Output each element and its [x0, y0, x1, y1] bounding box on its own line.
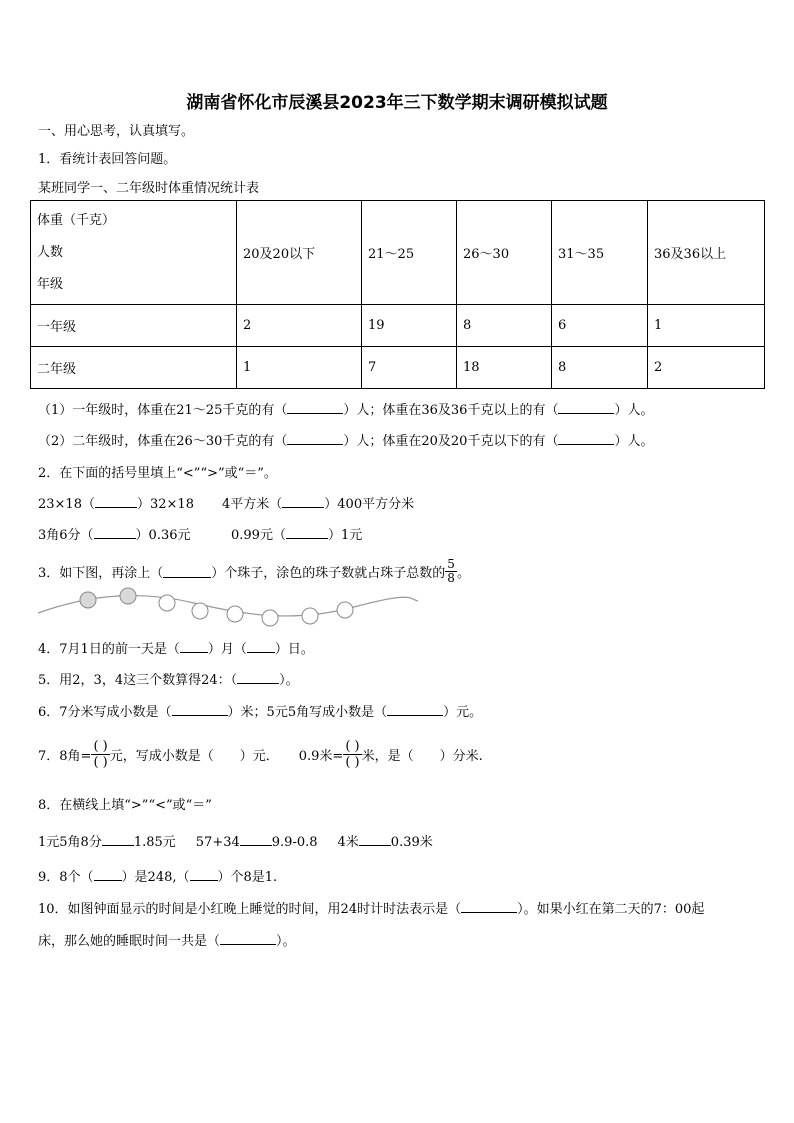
question-1-prompt: 1．看统计表回答问题。	[38, 152, 177, 167]
answer-blank[interactable]	[287, 431, 343, 445]
question-10-line-1: 10．如图钟面显示的时间是小红晚上睡觉的时间，用24时计时法表示是（ ）。如果小红在第二天的7：00起	[38, 898, 704, 917]
bead-empty[interactable]	[262, 610, 278, 626]
answer-blank[interactable]	[282, 494, 324, 508]
answer-blank[interactable]	[95, 494, 137, 508]
answer-blank[interactable]	[163, 564, 211, 578]
question-8-prompt: 8．在横线上填“>”“<”或“＝”	[38, 798, 212, 813]
table-cell: 2	[648, 347, 765, 389]
question-6: 6．7分米写成小数是（ ）米；5元5角写成小数是（ ）元。	[38, 701, 482, 720]
answer-blank[interactable]	[180, 639, 208, 653]
table-cell: 8	[552, 347, 648, 389]
corner-label-grade: 年级	[37, 276, 64, 292]
answer-blank[interactable]	[558, 431, 614, 445]
question-2-line-2: 3角6分（ ）0.36元	[38, 524, 191, 543]
table-cell: 1	[648, 305, 765, 347]
question-4: 4．7月1日的前一天是（ ）月（ ）日。	[38, 638, 314, 657]
table-header-cell: 26～30	[457, 201, 552, 305]
question-2-line-2b: 0.99元（ ）1元	[231, 524, 362, 543]
question-9: 9．8个（ ）是248,（ ）个8是1.	[38, 866, 277, 885]
answer-blank[interactable]	[558, 400, 614, 414]
question-2-line-1b: 4平方米（ ）400平方分米	[222, 493, 414, 512]
table-cell: 2	[237, 305, 362, 347]
bead-shaded	[80, 592, 96, 608]
answer-blank[interactable]	[237, 670, 279, 684]
table-cell: 7	[362, 347, 457, 389]
answer-blank[interactable]	[190, 867, 218, 881]
answer-blank[interactable]	[220, 931, 276, 945]
answer-blank[interactable]	[286, 525, 328, 539]
bead-string-figure	[34, 585, 424, 630]
bead-empty[interactable]	[337, 602, 353, 618]
question-10-line-2: 床，那么她的睡眠时间一共是（ ）。	[38, 930, 296, 949]
bead-empty[interactable]	[302, 608, 318, 624]
table-row-label: 二年级	[31, 347, 237, 389]
table-cell: 8	[457, 305, 552, 347]
answer-blank[interactable]	[387, 702, 443, 716]
answer-blank[interactable]	[102, 832, 134, 846]
bead-shaded	[120, 588, 136, 604]
question-5: 5．用2，3，4这三个数算得24：（ ）。	[38, 669, 299, 688]
answer-blank[interactable]	[247, 639, 275, 653]
question-2-prompt: 2．在下面的括号里填上“<”“>”或“＝”。	[38, 466, 277, 481]
table-row-label: 一年级	[31, 305, 237, 347]
table-corner-cell	[31, 201, 237, 305]
table-cell: 6	[552, 305, 648, 347]
question-1-sub-1: （1）一年级时，体重在21～25千克的有（ ）人；体重在36及36千克以上的有（ ）人。	[38, 399, 653, 418]
table-header-cell: 36及36以上	[648, 201, 765, 305]
table-header-cell: 31～35	[552, 201, 648, 305]
table-header-cell: 20及20以下	[237, 201, 362, 305]
corner-label-weight: 体重（千克）	[37, 212, 116, 228]
answer-blank[interactable]	[94, 867, 122, 881]
page-title: 湖南省怀化市辰溪县2023年三下数学期末调研模拟试题	[186, 93, 608, 113]
corner-label-count: 人数	[37, 244, 64, 260]
question-3: 3．如下图，再涂上（ ）个珠子，涂色的珠子数就占珠子总数的 $\frac{5}{8}$ 。	[38, 556, 470, 585]
fraction-five-eighths: $\frac{5}{8}$	[447, 556, 455, 585]
fraction-blank-1[interactable]: $\frac{( )}{( )}$	[93, 738, 108, 770]
table-cell: 1	[237, 347, 362, 389]
question-8-items: 1元5角8分 1.85元 57+34 9.9-0.8 4米 0.39米	[38, 831, 433, 850]
question-1-sub-2: （2）二年级时，体重在26～30千克的有（ ）人；体重在20及20千克以下的有（ ）人。	[38, 430, 653, 449]
bead-empty[interactable]	[192, 603, 208, 619]
table-row	[31, 305, 765, 347]
section-heading: 一、用心思考，认真填写。	[38, 124, 195, 139]
fraction-blank-2[interactable]: $\frac{( )}{( )}$	[345, 738, 360, 770]
table-caption: 某班同学一、二年级时体重情况统计表	[38, 181, 260, 196]
table-row	[31, 347, 765, 389]
answer-blank[interactable]	[94, 525, 136, 539]
table-header-row	[31, 201, 765, 305]
answer-blank[interactable]	[240, 832, 272, 846]
table-cell: 19	[362, 305, 457, 347]
question-2-line-1: 23×18（ ）32×18	[38, 493, 194, 512]
question-7: 7．8角= $\frac{( )}{( )}$ 元，写成小数是（ ）元． 0.9米= $\frac{( )}{( )}$ 米，是（ ）分米.	[38, 738, 483, 770]
answer-blank[interactable]	[172, 702, 228, 716]
weight-statistics-table	[30, 200, 765, 389]
bead-empty[interactable]	[227, 606, 243, 622]
table-cell: 18	[457, 347, 552, 389]
answer-blank[interactable]	[287, 400, 343, 414]
table-header-cell: 21～25	[362, 201, 457, 305]
answer-blank[interactable]	[461, 899, 517, 913]
answer-blank[interactable]	[359, 832, 391, 846]
bead-empty[interactable]	[159, 595, 175, 611]
